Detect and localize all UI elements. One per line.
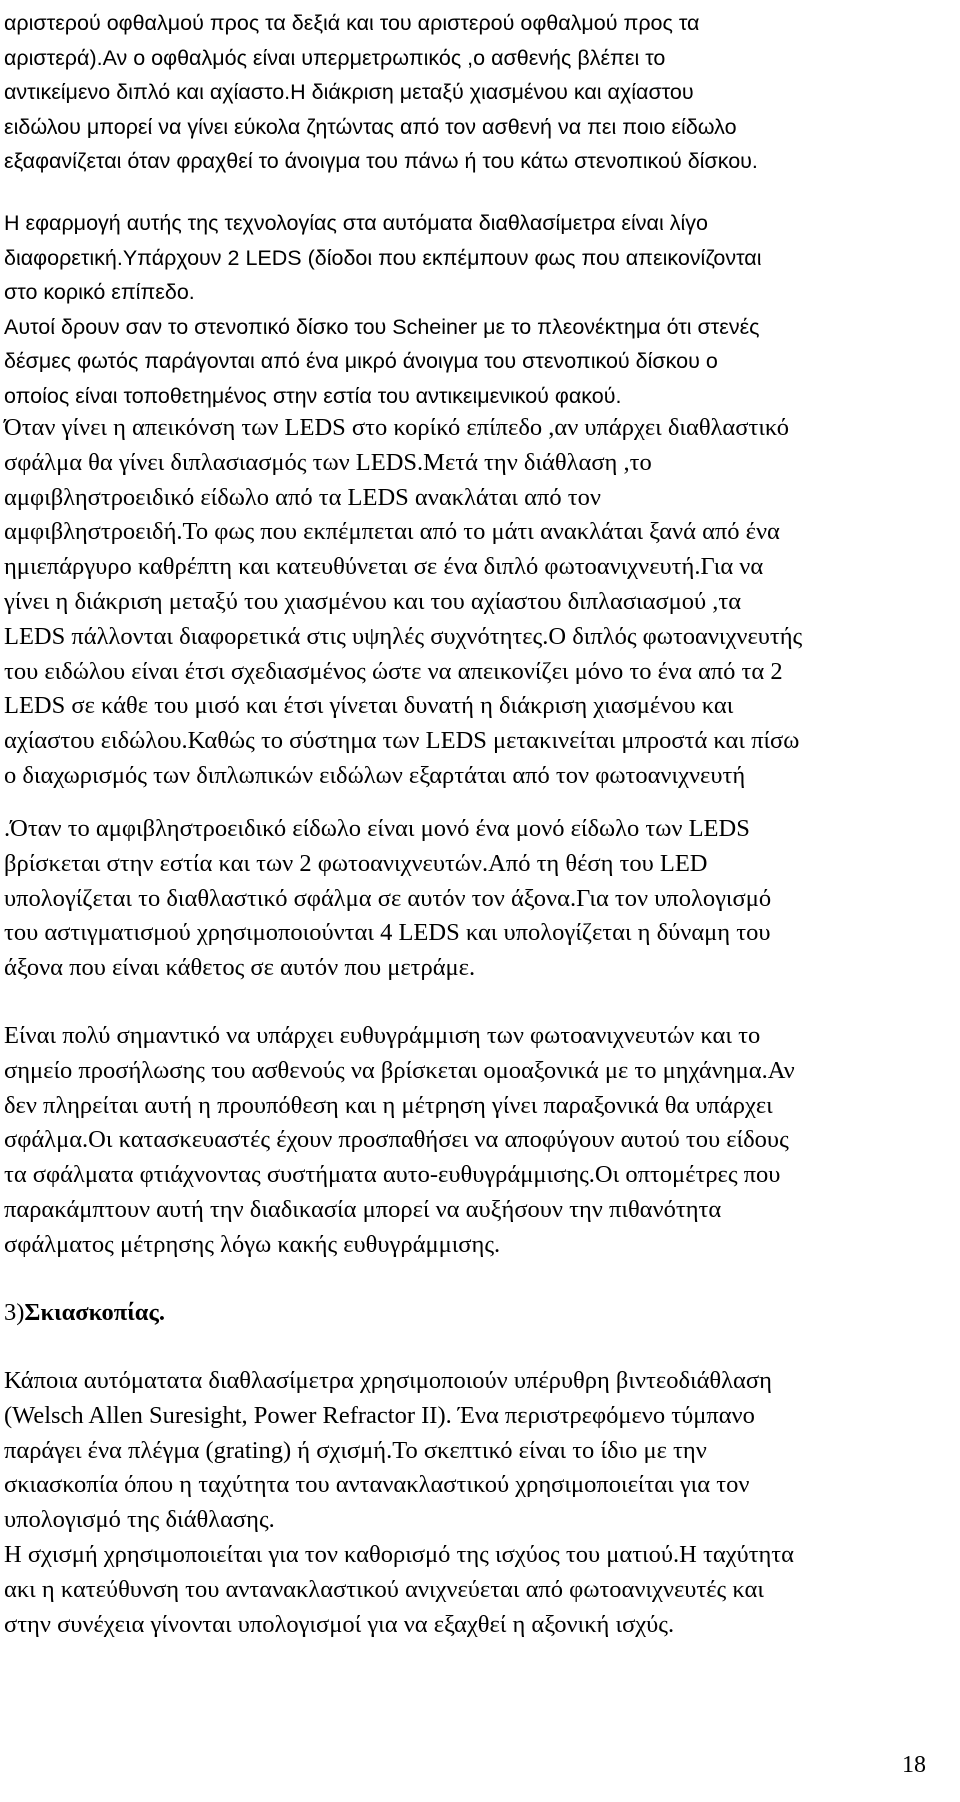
page-number: 18 (902, 1752, 926, 1778)
text-line: τα σφάλματα φτιάχνοντας συστήματα αυτο-ευθυγράμμισης.Οι οπτομέτρες που (4, 1161, 781, 1189)
text-line: παρακάμπτουν αυτή την διαδικασία μπορεί να αυξήσουν την πιθανότητα (4, 1195, 722, 1223)
text-line: σφάλμα θα γίνει διπλασιασμός των LEDS.Μετά την διάθλαση ,το (4, 448, 652, 476)
text-line: ειδώλου μπορεί να γίνει εύκολα ζητώντας από τον ασθενή να πει ποιο είδωλο (4, 114, 737, 139)
paragraph-2 (4, 206, 904, 414)
text-line: .Όταν το αμφιβληστροειδικό είδωλο είναι μονό ένα μονό είδωλο των LEDS (4, 815, 750, 842)
text-line: σφάλματος μέτρησης λόγω κακής ευθυγράμμισης. (4, 1230, 501, 1258)
text-line: του ειδώλου είναι έτσι σχεδιασμένος ώστε να απεικονίζει μόνο το ένα από τα 2 (4, 657, 783, 685)
text-line: (Welsch Allen Suresight, Power Refractor II). Ένα περιστρεφόμενο τύμπανο (4, 1401, 755, 1429)
text-line: LEDS πάλλονται διαφορετικά στις υψηλές συχνότητες.Ο διπλός φωτοανιχνευτής (4, 622, 803, 650)
text-line: αχίαστου ειδώλου.Καθώς το σύστημα των LEDS μετακινείται μπροστά και πίσω (4, 727, 800, 755)
paragraph-1 (4, 6, 904, 179)
text-line: αμφιβληστροειδή.Το φως που εκπέμπεται από το μάτι ανακλάται ξανά από ένα (4, 518, 780, 546)
text-line: εξαφανίζεται όταν φραχθεί το άνοιγμα του πάνω ή του κάτω στενοπικού δίσκου. (4, 149, 758, 174)
section-title: Σκιασκοπίας. (24, 1299, 165, 1326)
text-line: Αυτοί δρουν σαν το στενοπικό δίσκο του Scheiner με το πλεονέκτημα ότι στενές (4, 314, 760, 339)
text-line: βρίσκεται στην εστία και των 2 φωτοανιχνευτών.Από τη θέση του LED (4, 849, 708, 877)
text-line: Κάποια αυτόματατα διαθλασίμετρα χρησιμοποιούν υπέρυθρη βιντεοδιάθλαση (4, 1367, 772, 1394)
section-number: 3) (4, 1299, 25, 1326)
text-line: στο κορικό επίπεδο. (4, 280, 195, 305)
section-heading (4, 1296, 904, 1331)
paragraph-4 (4, 812, 904, 986)
text-line: αντικείμενο διπλό και αχίαστο.Η διάκριση μεταξύ χιασμένου και αχίαστου (4, 80, 694, 105)
paragraph-6 (4, 1364, 904, 1642)
text-line: αριστερά).Αν ο οφθαλμός είναι υπερμετρωπικός ,ο ασθενής βλέπει το (4, 45, 666, 70)
text-line: Είναι πολύ σημαντικό να υπάρχει ευθυγράμμιση των φωτοανιχνευτών και το (4, 1022, 761, 1049)
text-line: άξονα που είναι κάθετος σε αυτόν που μετράμε. (4, 954, 476, 982)
text-line: δεν πληρείται αυτή η προυπόθεση και η μέτρηση γίνει παραξονικά θα υπάρχει (4, 1091, 773, 1119)
paragraph-3 (4, 411, 904, 794)
text-line: σημείο προσήλωσης του ασθενούς να βρίσκεται ομοαξονικά με το μηχάνημα.Αν (4, 1056, 795, 1084)
text-line: του αστιγματισμού χρησιμοποιούνται 4 LEDS και υπολογίζεται η δύναμη του (4, 919, 771, 947)
text-line: Όταν γίνει η απεικόνση των LEDS στο κορίκό επίπεδο ,αν υπάρχει διαθλαστικό (4, 414, 789, 441)
text-line: υπολογίζεται το διαθλαστικό σφάλμα σε αυτόν τον άξονα.Για τον υπολογισμό (4, 884, 772, 912)
text-line: αμφιβληστροειδικό είδωλο από τα LEDS ανακλάται από τον (4, 483, 601, 511)
text-line: οποίος είναι τοποθετημένος στην εστία του αντικειμενικού φακού. (4, 383, 622, 408)
text-line: αριστερού οφθαλμού προς τα δεξιά και του αριστερού οφθαλμού προς τα (4, 11, 700, 35)
paragraph-5 (4, 1019, 904, 1263)
text-line: σκιασκοπία όπου η ταχύτητα του αντανακλαστικού χρησιμοποιείται για τον (4, 1471, 750, 1499)
text-line: ημιεπάργυρο καθρέπτη και κατευθύνεται σε ένα διπλό φωτοανιχνευτή.Για να (4, 553, 764, 581)
text-line: σφάλμα.Οι κατασκευαστές έχουν προσπαθήσει να αποφύγουν αυτού του είδους (4, 1126, 789, 1154)
text-line: υπολογισμό της διάθλασης. (4, 1506, 275, 1534)
text-line: διαφορετική.Υπάρχουν 2 LEDS (δίοδοι που εκπέμπουν φως που απεικονίζονται (4, 245, 762, 270)
text-line: γίνει η διάκριση μεταξύ του χιασμένου και του αχίαστου διπλασιασμού ,τα (4, 587, 742, 615)
text-line: ο διαχωρισμός των διπλωπικών ειδώλων εξαρτάται από τον φωτοανιχνευτή (4, 761, 746, 789)
text-line: δέσμες φωτός παράγονται από ένα μικρό άνοιγμα του στενοπικού δίσκου ο (4, 349, 718, 374)
text-line: Η εφαρμογή αυτής της τεχνολογίας στα αυτόματα διαθλασίμετρα είναι λίγο (4, 211, 708, 235)
text-line: ακι η κατεύθυνση του αντανακλαστικού ανιχνεύεται από φωτοανιχνευτές και (4, 1575, 764, 1603)
text-line: στην συνέχεια γίνονται υπολογισμοί για να εξαχθεί η αξονική ισχύς. (4, 1610, 675, 1638)
text-line: LEDS σε κάθε του μισό και έτσι γίνεται δυνατή η διάκριση χιασμένου και (4, 692, 734, 720)
text-line: παράγει ένα πλέγμα (grating) ή σχισμή.Το σκεπτικό είναι το ίδιο με την (4, 1436, 707, 1464)
text-line: Η σχισμή χρησιμοποιείται για τον καθορισμό της ισχύος του ματιού.Η ταχύτητα (4, 1540, 794, 1568)
